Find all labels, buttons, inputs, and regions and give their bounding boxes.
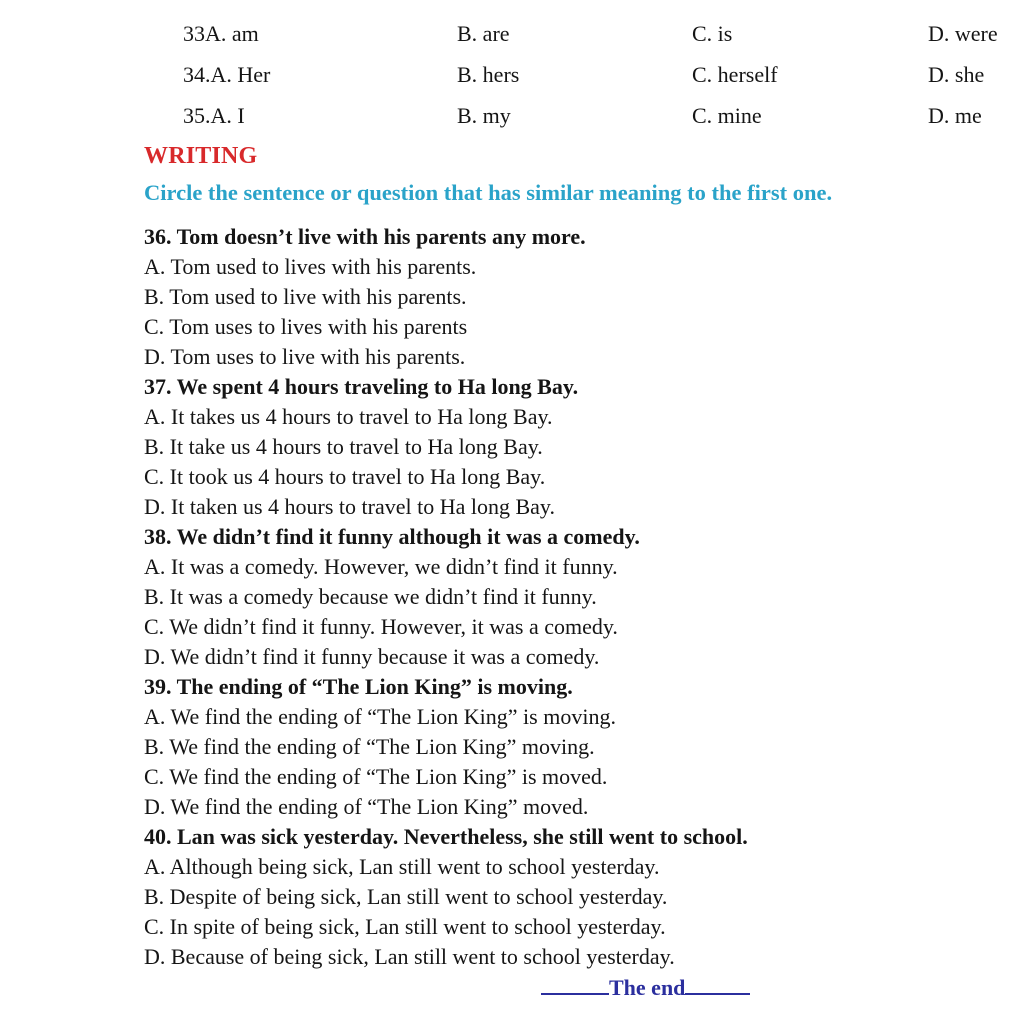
answer-option-c[interactable]: C. It took us 4 hours to travel to Ha long Bay.	[144, 464, 546, 489]
answer-option-d[interactable]: D. It taken us 4 hours to travel to Ha long Bay.	[144, 494, 555, 519]
answer-option-c[interactable]: C. In spite of being sick, Lan still went to school yesterday.	[144, 914, 666, 939]
mc-question-34	[183, 60, 270, 90]
question-37	[144, 372, 1004, 522]
answer-option-d[interactable]: D. We find the ending of “The Lion King” moved.	[144, 794, 589, 819]
question-prompt: 40. Lan was sick yesterday. Nevertheless, she still went to school.	[144, 824, 748, 849]
option-d: D. me	[928, 103, 982, 128]
answer-option-b[interactable]: B. We find the ending of “The Lion King” moving.	[144, 734, 595, 759]
footer-text: The end	[609, 975, 686, 1000]
answer-option-d[interactable]: D. We didn’t find it funny because it was a comedy.	[144, 644, 600, 669]
option-a: A. am	[205, 21, 259, 46]
answer-option-c[interactable]: C. We find the ending of “The Lion King” is moved.	[144, 764, 608, 789]
mc-row-34	[0, 60, 1024, 90]
answer-option-a[interactable]: A. We find the ending of “The Lion King” is moving.	[144, 704, 616, 729]
question-prompt: 37. We spent 4 hours traveling to Ha long Bay.	[144, 374, 579, 399]
option-d: D. were	[928, 21, 998, 46]
question-36	[144, 222, 1004, 372]
answer-option-c[interactable]: C. We didn’t find it funny. However, it was a comedy.	[144, 614, 618, 639]
question-40	[144, 822, 1004, 972]
mc-row-35	[0, 101, 1024, 131]
mc-question-35	[183, 101, 245, 131]
option-c: C. mine	[692, 103, 762, 128]
question-38	[144, 522, 1004, 672]
option-d: D. she	[928, 62, 985, 87]
question-list	[144, 222, 1004, 972]
question-number: 35.	[183, 103, 211, 128]
option-a: A. Her	[210, 62, 271, 87]
answer-option-b[interactable]: B. It was a comedy because we didn’t find it funny.	[144, 584, 597, 609]
question-39	[144, 672, 1004, 822]
the-end-footer	[541, 973, 750, 1001]
question-number: 34.	[183, 62, 211, 87]
mc-row-33	[0, 19, 1024, 49]
question-prompt: 39. The ending of “The Lion King” is moving.	[144, 674, 573, 699]
question-prompt: 36. Tom doesn’t live with his parents any more.	[144, 224, 586, 249]
option-c: C. is	[692, 21, 733, 46]
underline-blank-right	[685, 973, 750, 995]
answer-option-b[interactable]: B. Tom used to live with his parents.	[144, 284, 467, 309]
answer-option-d[interactable]: D. Because of being sick, Lan still went to school yesterday.	[144, 944, 675, 969]
answer-option-d[interactable]: D. Tom uses to live with his parents.	[144, 344, 466, 369]
option-b: B. my	[457, 103, 511, 128]
answer-option-c[interactable]: C. Tom uses to lives with his parents	[144, 314, 468, 339]
question-prompt: 38. We didn’t find it funny although it was a comedy.	[144, 524, 640, 549]
option-b: B. are	[457, 21, 510, 46]
answer-option-a[interactable]: A. It was a comedy. However, we didn’t find it funny.	[144, 554, 618, 579]
answer-option-b[interactable]: B. Despite of being sick, Lan still went to school yesterday.	[144, 884, 668, 909]
answer-option-a[interactable]: A. Although being sick, Lan still went to school yesterday.	[144, 854, 660, 879]
option-a: A. I	[210, 103, 245, 128]
underline-blank-left	[541, 973, 609, 995]
section-title: WRITING	[144, 143, 258, 169]
answer-option-a[interactable]: A. Tom used to lives with his parents.	[144, 254, 477, 279]
instruction-text: Circle the sentence or question that has similar meaning to the first one.	[144, 180, 833, 205]
option-c: C. herself	[692, 62, 778, 87]
option-b: B. hers	[457, 62, 520, 87]
question-number: 33	[183, 21, 205, 46]
mc-question-33	[183, 19, 259, 49]
answer-option-b[interactable]: B. It take us 4 hours to travel to Ha long Bay.	[144, 434, 543, 459]
answer-option-a[interactable]: A. It takes us 4 hours to travel to Ha long Bay.	[144, 404, 553, 429]
